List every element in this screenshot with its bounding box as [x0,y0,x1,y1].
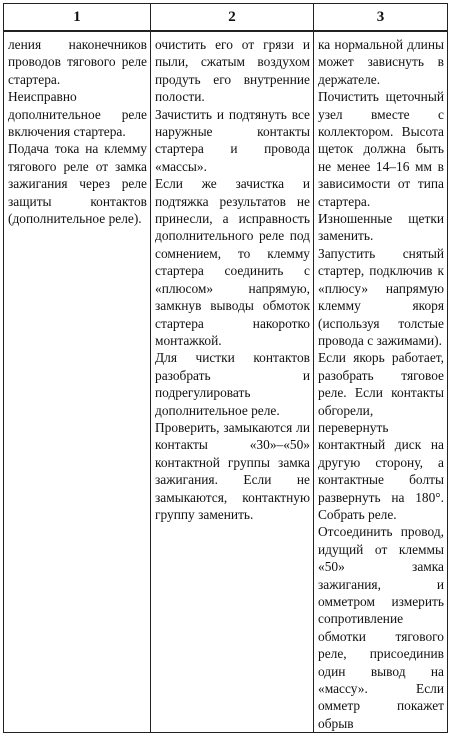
column-2-paragraph: Если же зачистка и подтяжка результатов не принесли, а исправность дополнительного реле под сомнением, то клемму стартера соединить с «плюсом» напрямую, замкнув выводы обмоток стартера накоротко монтажкой. [155,176,310,348]
column-1-paragraph: ления наконечников проводов тягового реле стартера. [8,37,147,87]
column-3-paragraph: Отсоединить провод, идущий от клеммы «50» замка зажигания, и омметром измерить сопротивление обмотки тягового реле, присоединив один вывод на «массу». Если омметр покажет обрыв [318,524,444,731]
column-1-cell [4,31,151,733]
column-3-paragraph: Если якорь работает, разобрать тяговое реле. Если контакты обгорели, перевернуть контактный диск на другую сторону, а контактные болты развернуть на 180°. Собрать реле. [318,350,444,522]
table-row [4,31,448,733]
column-3-paragraph: Запустить снятый стартер, подключив к «плюсу» напрямую клемму якоря (используя толстые провода с зажимами). [318,245,444,348]
column-header-1: 1 [4,4,151,32]
column-1-paragraph: Неисправно дополнительное реле включения стартера. [8,89,147,140]
column-2-cell [151,31,314,733]
column-header-3: 3 [314,4,448,32]
table-header-row [4,4,448,32]
column-2-paragraph: очистить его от грязи и пыли, сжатым воздухом продуть его внутренние полости. [155,37,310,105]
column-2-paragraph: Для чистки контактов разобрать и подрегулировать дополнительное реле. [155,350,310,418]
column-header-2: 2 [151,4,314,32]
column-3-cell [314,31,448,733]
column-2-paragraph: Проверить, замыкаются ли контакты «30»–«50» контактной группы замка зажигания. Если не замыкаются, контактную группу заменить. [155,419,310,522]
column-2-paragraph: Зачистить и подтянуть все наружные контакты стартера и провода «массы». [155,106,310,174]
column-1-paragraph: Подача тока на клемму тягового реле от замка зажигания через реле защиты контактов (дополнительное реле). [8,141,147,227]
column-3-paragraph: ка нормальной длины может зависнуть в держателе. Почистить щеточный узел вместе с коллектором. Высота щеток должна быть не менее 14–16 мм в зависимости от типа стартера. Изношенные щетки заменить. [318,37,444,244]
troubleshooting-table [3,3,448,733]
